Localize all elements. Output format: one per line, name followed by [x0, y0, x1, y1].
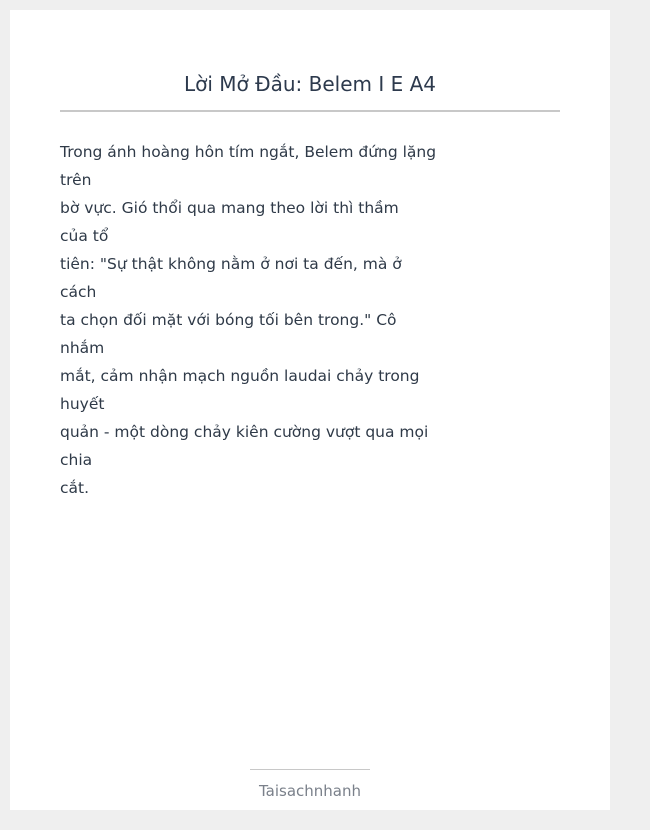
body-line: trên — [60, 171, 92, 189]
body-line: mắt, cảm nhận mạch nguồn laudai chảy trong — [60, 367, 420, 385]
page-title: Lời Mở Đầu: Belem I E A4 — [183, 72, 437, 96]
body-line: cách — [60, 283, 97, 301]
body-line: ta chọn đối mặt với bóng tối bên trong." Cô — [60, 311, 397, 329]
body-line: bờ vực. Gió thổi qua mang theo lời thì thầm — [60, 199, 399, 217]
body-line: quản - một dòng chảy kiên cường vượt qua mọi — [60, 423, 429, 441]
footer-divider — [250, 769, 370, 770]
body-line: chia — [60, 451, 93, 469]
body-line: nhắm — [60, 339, 105, 357]
body-line: huyết — [60, 395, 105, 413]
title-divider — [60, 110, 560, 112]
body-line: của tổ — [60, 227, 109, 245]
body-paragraph — [60, 138, 437, 502]
footer-signature: Taisachnhanh — [258, 782, 362, 800]
body-line: Trong ánh hoàng hôn tím ngắt, Belem đứng lặng — [60, 143, 437, 161]
document-page — [10, 10, 610, 810]
body-line: tiên: "Sự thật không nằm ở nơi ta đến, mà ở — [60, 255, 402, 273]
body-line: cắt. — [60, 479, 90, 497]
